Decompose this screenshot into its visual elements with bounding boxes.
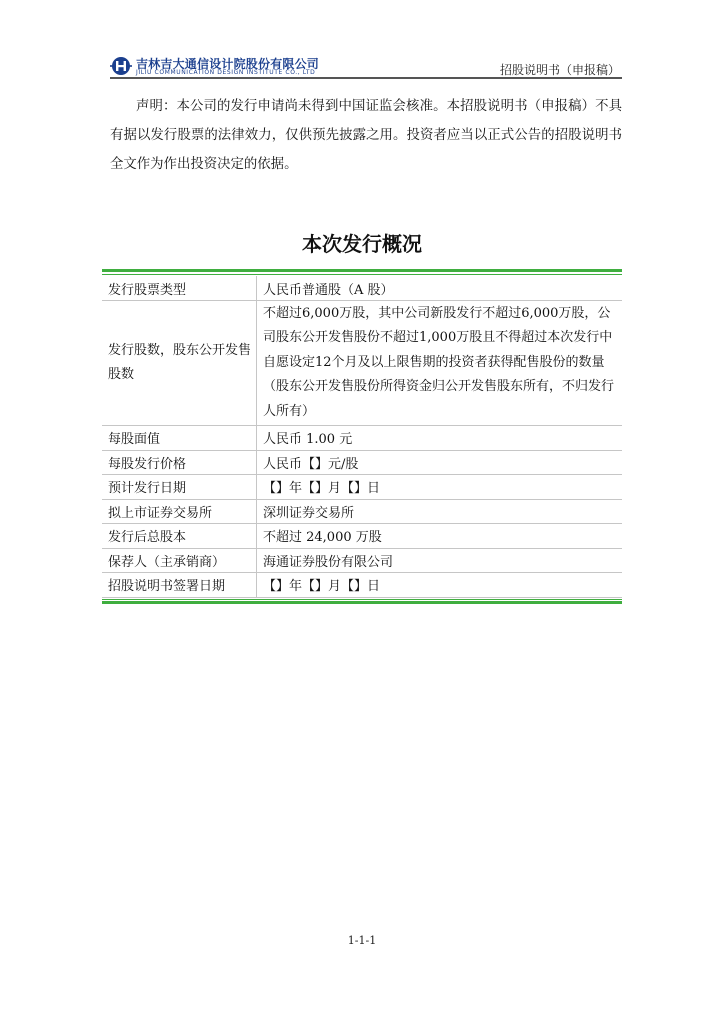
- row-label: 预计发行日期: [102, 475, 257, 500]
- offering-summary-table: [102, 276, 622, 598]
- row-label: 发行股票类型: [102, 276, 257, 301]
- table-row: [102, 475, 622, 500]
- document-tag: 招股说明书（申报稿）: [499, 63, 620, 77]
- row-value: 海通证券股份有限公司: [257, 548, 623, 573]
- header-divider: [110, 77, 622, 79]
- table-bottom-rule: [102, 601, 622, 604]
- table-bottom-thin-rule: [102, 599, 622, 600]
- row-label: 保荐人（主承销商）: [102, 548, 257, 573]
- company-logo-icon: [110, 56, 132, 76]
- row-value: 人民币【】元/股: [257, 450, 623, 475]
- company-name-en: JILIU COMMUNICATION DESIGN INSTITUTE CO., LTD: [136, 69, 316, 76]
- page-number: 1-1-1: [347, 934, 377, 947]
- row-value: 人民币 1.00 元: [257, 426, 623, 451]
- section-title: 本次发行概况: [302, 232, 422, 256]
- row-label: 发行股数，股东公开发售股数: [102, 301, 257, 426]
- table-top-thin-rule: [102, 274, 622, 275]
- table-row: [102, 450, 622, 475]
- row-value: 深圳证券交易所: [257, 499, 623, 524]
- table-top-rule: [102, 269, 622, 272]
- row-value: 不超过6,000万股，其中公司新股发行不超过6,000万股，公司股东公开发售股份不超过1,000万股且不得超过本次发行中自愿设定12个月及以上限售期的投资者获得配售股份的数量（股东公开发售股份所得资金归公开发售股东所有，不归发行人所有）: [257, 301, 623, 426]
- row-value: 人民币普通股（A 股）: [257, 276, 623, 301]
- page-header: [110, 54, 622, 78]
- table-row: [102, 573, 622, 598]
- row-label: 每股面值: [102, 426, 257, 451]
- row-label: 拟上市证券交易所: [102, 499, 257, 524]
- row-label: 招股说明书签署日期: [102, 573, 257, 598]
- row-label: 发行后总股本: [102, 524, 257, 549]
- row-label: 每股发行价格: [102, 450, 257, 475]
- table-row: [102, 548, 622, 573]
- row-value: 【】年【】月【】日: [257, 475, 623, 500]
- table-row: [102, 524, 622, 549]
- row-value: 不超过 24,000 万股: [257, 524, 623, 549]
- company-name-cn: 吉林吉大通信设计院股份有限公司: [136, 57, 320, 71]
- table-row: [102, 301, 622, 426]
- table-row: [102, 426, 622, 451]
- table-row: [102, 276, 622, 301]
- row-value: 【】年【】月【】日: [257, 573, 623, 598]
- disclaimer-paragraph: 声明：本公司的发行申请尚未得到中国证监会核准。本招股说明书（申报稿）不具有据以发行股票的法律效力，仅供预先披露之用。投资者应当以正式公告的招股说明书全文作为作出投资决定的依据。: [110, 99, 622, 172]
- table-row: [102, 499, 622, 524]
